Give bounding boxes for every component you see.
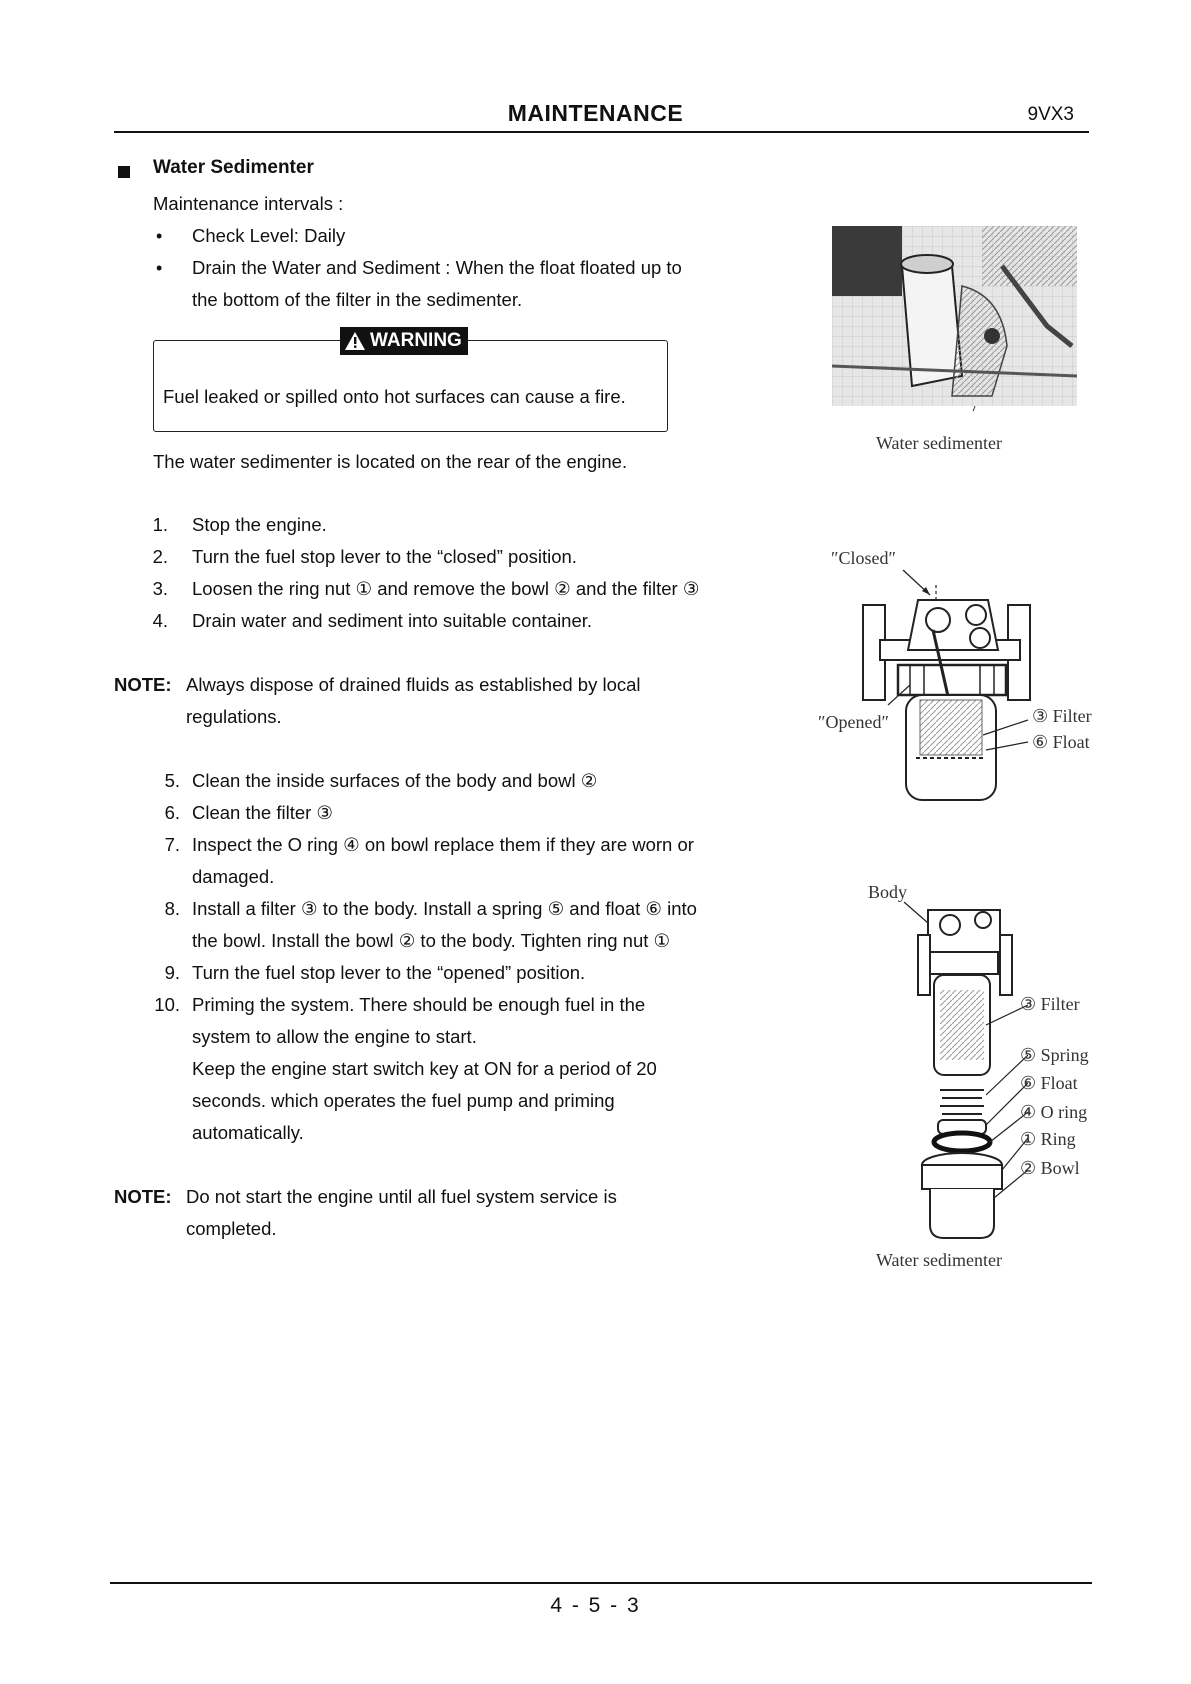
step-text: Loosen the ring nut ① and remove the bowl ② and the filter ③ (192, 578, 700, 599)
step-text: Clean the inside surfaces of the body and bowl ② (192, 770, 598, 791)
opened-label: ″Opened″ (818, 712, 889, 732)
bullet-dot-icon: • (156, 226, 163, 246)
note-text: Do not start the engine until all fuel system service is (186, 1186, 617, 1207)
step-text: Clean the filter ③ (192, 802, 334, 823)
footer-rule (110, 1582, 1092, 1584)
step-number: 9. (164, 962, 180, 983)
step-text: Turn the fuel stop lever to the “closed” position. (192, 546, 577, 567)
step-text: Drain water and sediment into suitable container. (192, 610, 593, 631)
note-text-cont: completed. (186, 1218, 277, 1239)
step-number: 4. (152, 610, 168, 631)
step-text-cont: damaged. (192, 866, 275, 887)
location-text: The water sedimenter is located on the rear of the engine. (153, 451, 628, 472)
warning-triangle-icon (344, 331, 366, 351)
section-bullet-icon (118, 166, 130, 178)
photo-caption: Water sedimenter (876, 433, 1002, 453)
lever-diagram (858, 560, 1058, 805)
step-number: 2. (152, 546, 168, 567)
step-text-cont: Keep the engine start switch key at ON for a period of 20 (192, 1058, 657, 1079)
note-text-cont: regulations. (186, 706, 282, 727)
float-callout: ⑥ Float (1032, 732, 1090, 752)
section-title: Water Sedimenter (153, 157, 314, 178)
step-text: Install a filter ③ to the body. Install a spring ⑤ and float ⑥ into (192, 898, 697, 919)
interval-item: Drain the Water and Sediment : When the float floated up to (192, 257, 682, 278)
exploded-caption: Water sedimenter (876, 1250, 1002, 1270)
closed-label: ″Closed″ (831, 548, 896, 568)
oring-callout: ④ O ring (1020, 1102, 1088, 1122)
step-number: 6. (164, 802, 180, 823)
note-label: NOTE: (114, 1186, 172, 1207)
warning-text: Fuel leaked or spilled onto hot surfaces can cause a fire. (163, 386, 626, 407)
spring-callout: ⑤ Spring (1020, 1045, 1089, 1065)
page-number: 4 - 5 - 3 (550, 1594, 641, 1617)
step-text: Inspect the O ring ④ on bowl replace them if they are worn or (192, 834, 694, 855)
exploded-diagram (868, 880, 1028, 1240)
filter-callout: ③ Filter (1020, 994, 1080, 1014)
body-callout: Body (868, 882, 908, 902)
ring-callout: ① Ring (1020, 1129, 1076, 1149)
interval-item-cont: the bottom of the filter in the sedimenter. (192, 289, 523, 310)
step-text: Priming the system. There should be enough fuel in the (192, 994, 646, 1015)
bowl-callout: ② Bowl (1020, 1158, 1080, 1178)
step-text-cont: seconds. which operates the fuel pump and priming (192, 1090, 615, 1111)
intervals-label: Maintenance intervals : (153, 193, 344, 214)
page-title: MAINTENANCE (507, 100, 684, 126)
step-text-cont: the bowl. Install the bowl ② to the body. Tighten ring nut ① (192, 930, 671, 951)
sedimenter-photo (832, 226, 1077, 411)
step-text: Turn the fuel stop lever to the “opened” position. (192, 962, 586, 983)
step-number: 7. (164, 834, 180, 855)
interval-item: Check Level: Daily (192, 225, 346, 246)
warning-label (340, 327, 468, 355)
bullet-dot-icon: • (156, 258, 163, 278)
model-code: 9VX3 (1027, 104, 1074, 125)
float-callout: ⑥ Float (1020, 1073, 1078, 1093)
step-number: 5. (164, 770, 180, 791)
step-number: 10. (154, 994, 180, 1015)
filter-callout: ③ Filter (1032, 706, 1092, 726)
step-text: Stop the engine. (192, 514, 327, 535)
warning-label-text: WARNING (370, 330, 462, 351)
note-text: Always dispose of drained fluids as established by local (186, 674, 641, 695)
step-number: 8. (164, 898, 180, 919)
header-rule (114, 131, 1089, 133)
step-number: 3. (152, 578, 168, 599)
step-text-cont: automatically. (192, 1122, 304, 1143)
step-text-cont: system to allow the engine to start. (192, 1026, 477, 1047)
step-number: 1. (152, 514, 168, 535)
note-label: NOTE: (114, 674, 172, 695)
